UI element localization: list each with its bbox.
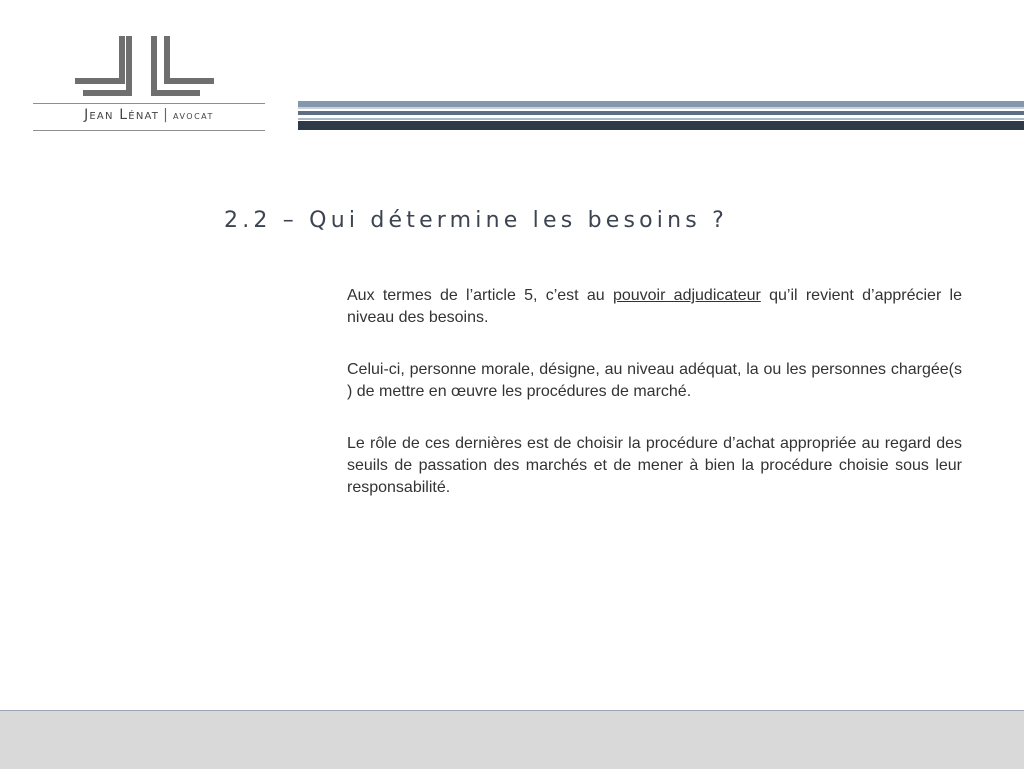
header-bar-dark	[298, 121, 1024, 130]
logo-monogram-icon	[33, 30, 265, 102]
slide-body	[347, 285, 962, 529]
header-decorative-bars	[298, 101, 1024, 131]
logo-rule-bottom	[33, 130, 265, 131]
logo-subtitle: avocat	[173, 108, 214, 122]
header-bar-highlight	[298, 107, 1024, 109]
paragraph-1-start: Aux termes de l’article 5, c’est au	[347, 287, 613, 304]
pouvoir-adjudicateur-term: pouvoir adjudicateur	[612, 287, 761, 304]
footer-band	[0, 710, 1024, 769]
logo	[33, 30, 265, 134]
paragraph-1	[347, 285, 962, 329]
paragraph-3: Le rôle de ces dernières est de choisir la procédure d’achat appropriée au regard des seuils de passation des marchés et de mener à bien la procédure choisie sous leur responsabilité.	[347, 435, 962, 496]
paragraph-1-end: qu’il revient d’apprécier le niveau des besoins.	[347, 287, 963, 326]
logo-name: Jean Lénat	[84, 107, 160, 123]
paragraph-2: Celui-ci, personne morale, désigne, au niveau adéquat, la ou les personnes chargée(s ) de mettre en œuvre les procédures de marché.	[347, 361, 962, 400]
logo-separator: |	[163, 107, 169, 123]
logo-rule-top	[33, 103, 265, 104]
slide-title: 2.2 – Qui détermine les besoins ?	[224, 208, 728, 233]
header-bar-thin	[298, 118, 1024, 120]
logo-wordmark	[33, 107, 265, 123]
header-bar-mid	[298, 111, 1024, 115]
